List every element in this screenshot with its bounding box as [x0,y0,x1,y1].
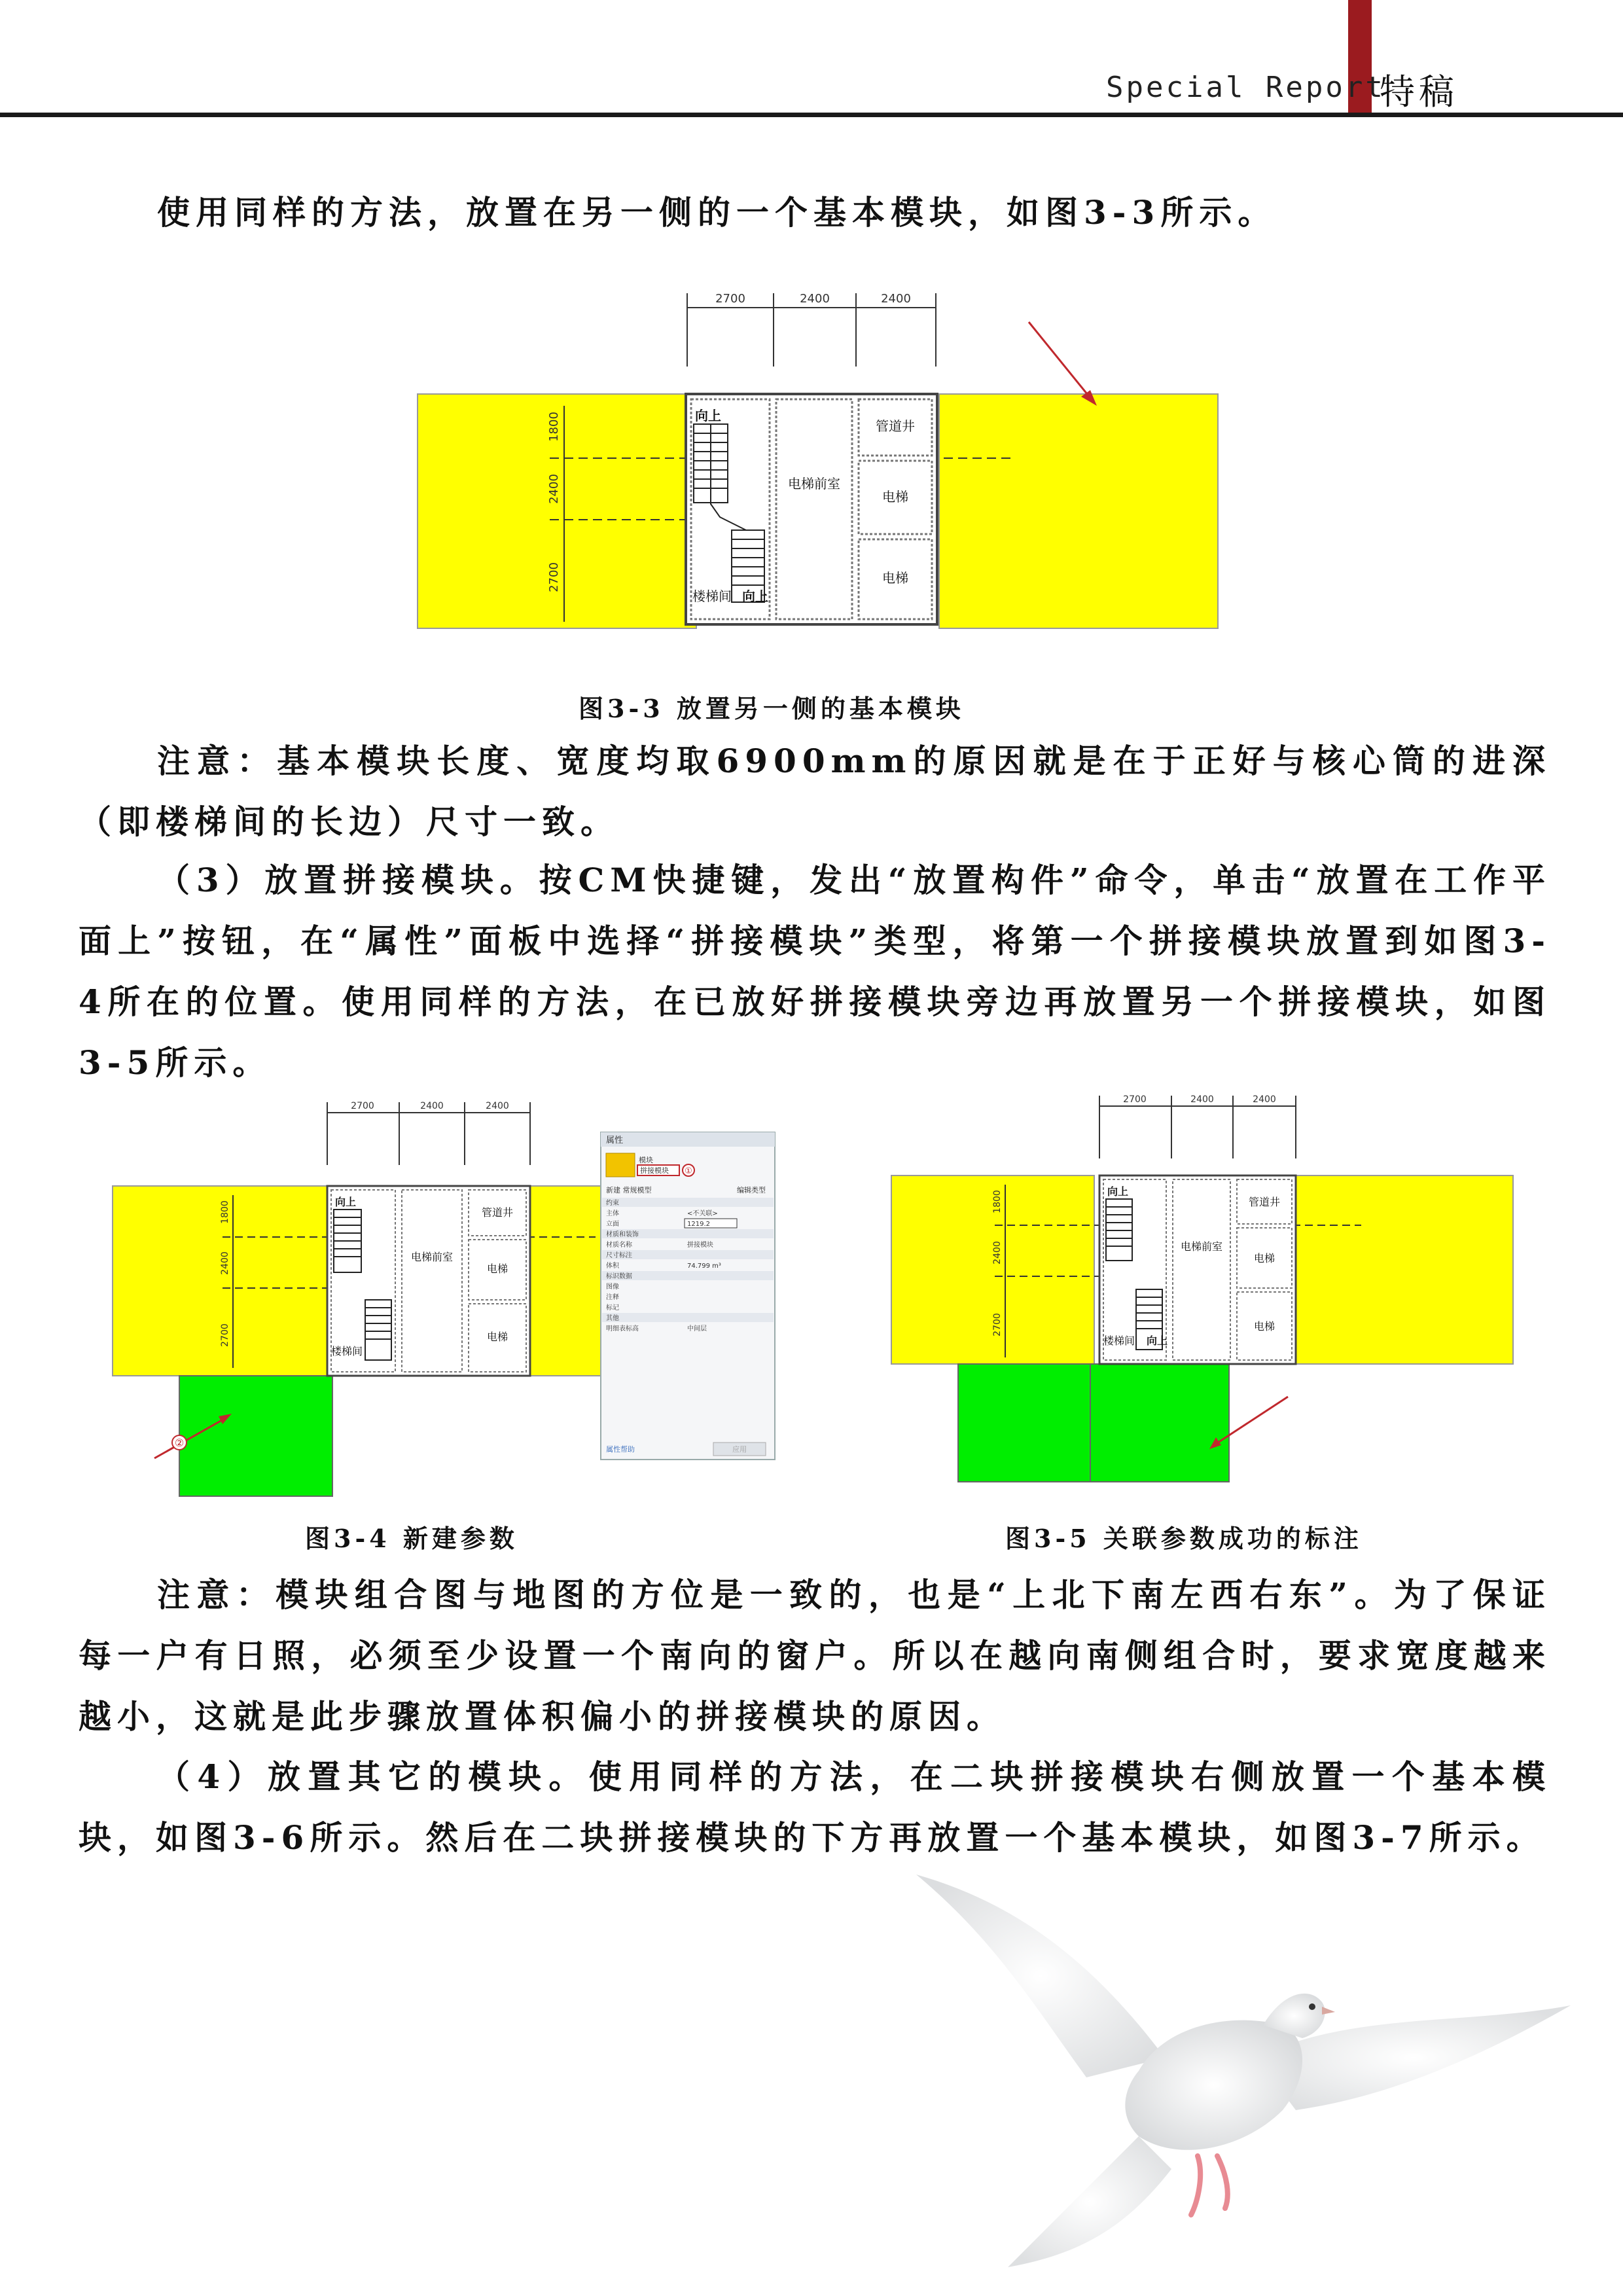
svg-text:①: ① [685,1166,692,1176]
label-elevator-2: 电梯 [486,1331,508,1343]
family-thumbnail-icon [606,1153,635,1177]
dim-left-2: 2400 [992,1241,1003,1265]
paragraph-4: 注意：模块组合图与地图的方位是一致的，也是“上北下南左西右东”。为了保证每一户有日照，必须至少设置一个南向的窗户。所以在越向南侧组合时，要求宽度越来越小，这就是此步骤放置体积偏小的拼接模块的原因。 [79,1575,1551,1736]
dim-top-3: 2400 [1253,1094,1276,1105]
dim-top-1: 2700 [1123,1094,1147,1105]
figure-3-4 [111,1093,779,1501]
panel-title: 属性 [606,1136,624,1145]
row-6-val: 74.799 m³ [687,1263,721,1270]
paragraph-5: （4）放置其它的模块。使用同样的方法，在二块拼接模块右侧放置一个基本模块，如图3-6所示。然后在二块拼接模块的下方再放置一个基本模块，如图3-7所示。 [79,1757,1551,1857]
label-stair: 楼梯间 [1103,1335,1135,1347]
dim-left-1: 1800 [992,1190,1003,1213]
header-section-cn: 特稿 [1380,71,1458,113]
figure-3-3 [412,281,1224,651]
paragraph-1: 使用同样的方法，放置在另一侧的一个基本模块，如图3-3所示。 [157,193,1277,232]
joint-module-2 [1090,1364,1229,1482]
row-12-val: 中间层 [687,1325,707,1333]
label-up-1: 向上 [335,1196,357,1208]
row-2-val: 1219.2 [687,1221,710,1228]
label-lobby: 电梯前室 [410,1251,454,1263]
dove-illustration [890,1861,1584,2283]
svg-text:②: ② [174,1437,185,1449]
label-shaft: 管道井 [481,1206,514,1219]
dim-left-1: 1800 [547,412,561,442]
dim-top-3: 2400 [486,1101,509,1111]
label-elevator-1: 电梯 [1253,1252,1275,1265]
row-2-key: 立面 [606,1221,619,1228]
joint-module-1 [958,1364,1090,1482]
label-elevator-1: 电梯 [882,489,908,505]
help-link: 属性帮助 [606,1445,635,1454]
row-11-key: 其他 [606,1315,619,1322]
panel-family: 模块 [639,1156,653,1164]
row-8-key: 图像 [606,1283,619,1291]
label-elevator-2: 电梯 [882,570,908,586]
row-10-key: 标记 [606,1304,619,1312]
label-lobby: 电梯前室 [1180,1240,1223,1253]
figure-3-3-drawing [412,281,1224,648]
caption-3-5: 图3-5 关联参数成功的标注 [1005,1524,1363,1553]
dim-top-2: 2400 [420,1101,444,1111]
dim-top-1: 2700 [715,292,745,306]
basic-module-right [1296,1175,1513,1364]
panel-type: 拼接模块 [640,1166,669,1175]
row-3-key: 材质和装饰 [606,1231,639,1238]
dim-left-2: 2400 [220,1251,230,1275]
dim-left-3: 2700 [992,1313,1003,1336]
row-5-key: 尺寸标注 [606,1252,632,1259]
row-6-key: 体积 [606,1263,619,1270]
pointer-arrow [1029,322,1090,398]
row-4-key: 材质名称 [606,1242,632,1249]
dim-top-1: 2700 [351,1101,374,1111]
panel-selector: 新建 常规模型 [606,1186,652,1194]
label-elevator-2: 电梯 [1253,1320,1275,1333]
dim-top-2: 2400 [1190,1094,1214,1105]
figure-3-4-drawing [111,1093,779,1499]
apply-button: 应用 [732,1445,747,1454]
row-0-key: 约束 [606,1200,619,1207]
label-shaft: 管道井 [1248,1196,1281,1208]
row-12-key: 明细表标高 [606,1325,639,1333]
row-1-key: 主体 [606,1210,619,1217]
basic-module-right [939,394,1218,628]
label-up-1: 向上 [695,408,721,423]
label-lobby: 电梯前室 [788,476,840,492]
dove-icon [890,1861,1584,2280]
caption-3-3: 图3-3 放置另一侧的基本模块 [579,694,965,723]
label-stair: 楼梯间 [692,588,732,604]
row-9-key: 注释 [606,1294,619,1301]
edit-type-button: 编辑类型 [737,1186,766,1194]
properties-panel [601,1132,775,1460]
label-stair: 楼梯间 [331,1345,363,1357]
header-section-en: Special Report [1106,71,1385,104]
label-shaft: 管道井 [876,418,915,434]
dim-left-2: 2400 [547,474,561,504]
figure-3-5-drawing [890,1086,1518,1486]
label-up-1: 向上 [1107,1185,1129,1198]
dim-top-2: 2400 [800,292,830,306]
row-4-val: 拼接模块 [687,1242,713,1249]
paragraph-2: 注意：基本模块长度、宽度均取6900mm的原因就是在于正好与核心筒的进深（即楼梯间的长边）尺寸一致。 [79,742,1551,841]
row-7-key: 标识数据 [606,1273,632,1280]
row-1-val: <不关联> [687,1210,718,1217]
label-up-2: 向上 [1147,1335,1168,1347]
label-up-2: 向上 [742,588,768,604]
paragraph-3: （3）放置拼接模块。按CM快捷键，发出“放置构件”命令，单击“放置在工作平面上”按钮，在“属性”面板中选择“拼接模块”类型，将第一个拼接模块放置到如图3-4所在的位置。使用同样的方法，在已放好拼接模块旁边再放置另一个拼接模块，如图3-5所示。 [79,861,1551,1082]
joint-module-1 [179,1376,332,1496]
caption-3-4: 图3-4 新建参数 [305,1524,518,1553]
dim-left-3: 2700 [220,1323,230,1347]
dim-left-1: 1800 [220,1200,230,1224]
label-elevator-1: 电梯 [486,1263,508,1275]
figure-3-5 [890,1086,1518,1488]
dim-left-3: 2700 [547,562,561,592]
dim-top-3: 2400 [881,292,911,306]
